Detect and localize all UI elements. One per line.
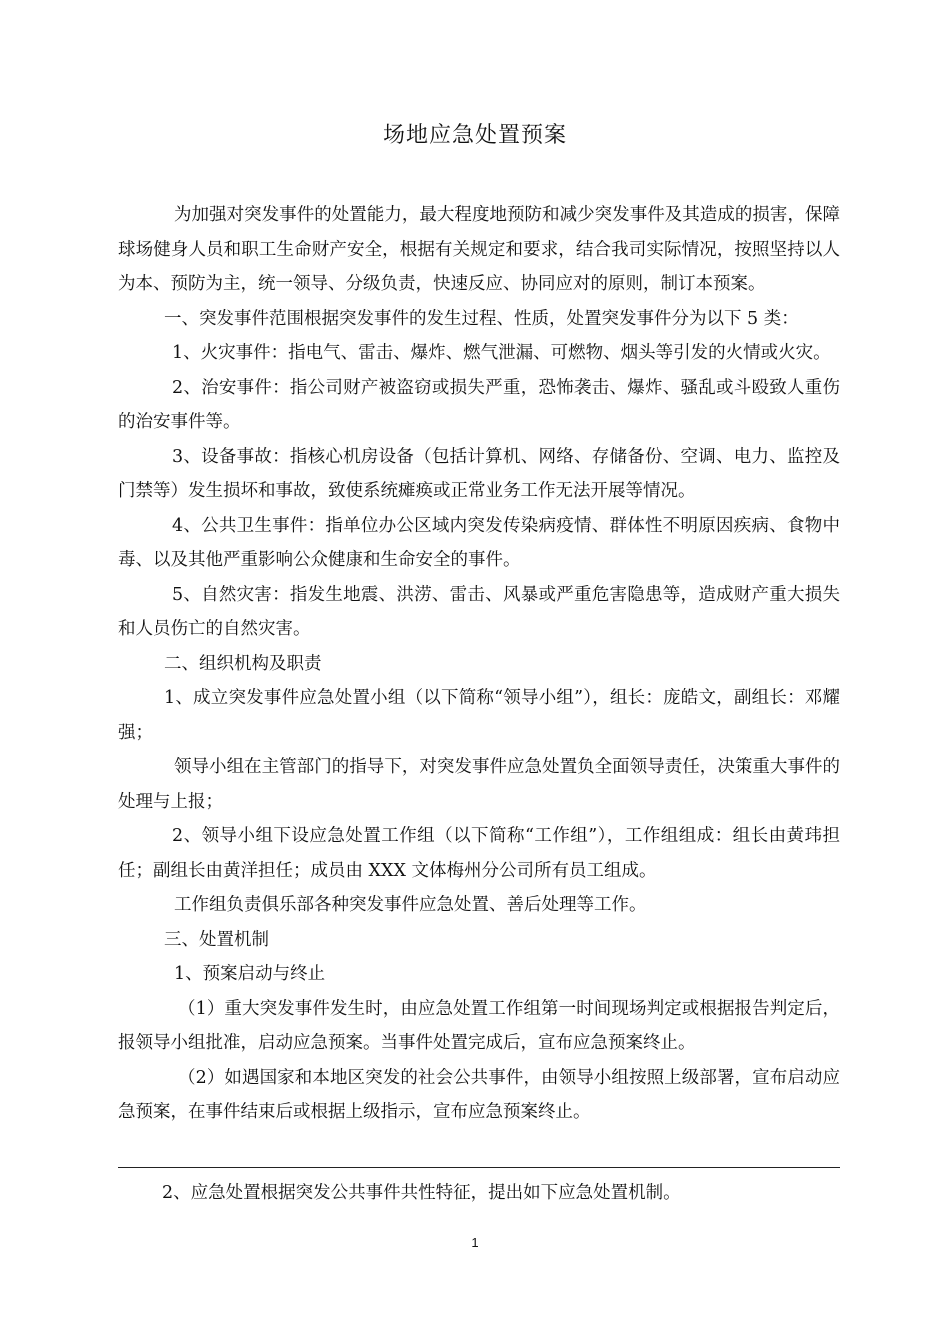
page-number: 1 [471, 1235, 479, 1250]
subheading-activation: 1、预案启动与终止 [174, 964, 326, 984]
paragraph-working-group: 2、领导小组下设应急处置工作组（以下简称“工作组”），工作组组成：组长由黄玮担任；副组长由黄洋担任；成员由 XXX 文体梅州分公司所有员工组成。 [118, 826, 840, 881]
paragraph-working-group-duty: 工作组负责俱乐部各种突发事件应急处置、善后处理等工作。 [174, 895, 647, 915]
paragraph-activation-2: （2）如遇国家和本地区突发的社会公共事件，由领导小组按照上级部署，宣布启动应急预案，在事件结束后或根据上级指示，宣布应急预案终止。 [118, 1067, 840, 1122]
list-item-natural-disaster: 5、自然灾害：指发生地震、洪涝、雷击、风暴或严重危害隐患等，造成财产重大损失和人员伤亡的自然灾害。 [118, 584, 840, 639]
paragraph-mechanism-intro: 2、应急处置根据突发公共事件共性特征，提出如下应急处置机制。 [162, 1183, 681, 1203]
list-item-equipment: 3、设备事故：指核心机房设备（包括计算机、网络、存储备份、空调、电力、监控及门禁等）发生损坏和事故，致使系统瘫痪或正常业务工作无法开展等情况。 [118, 446, 840, 501]
document-title: 场地应急处置预案 [382, 123, 567, 148]
document-body-continued [118, 1176, 840, 1211]
document-body [118, 198, 840, 1130]
horizontal-rule [118, 1167, 840, 1168]
section-heading-scope: 一、突发事件范围根据突发事件的发生过程、性质，处置突发事件分为以下 5 类： [164, 308, 799, 329]
paragraph-leadership-group: 1、成立突发事件应急处置小组（以下简称“领导小组”），组长：庞皓文，副组长：邓耀强； [118, 688, 840, 743]
paragraph-intro: 为加强对突发事件的处置能力，最大程度地预防和减少突发事件及其造成的损害，保障球场健身人员和职工生命财产安全，根据有关规定和要求，结合我司实际情况，按照坚持以人为本、预防为主，统一领导、分级负责，快速反应、协同应对的原则，制订本预案。 [118, 205, 840, 294]
list-item-fire: 1、火灾事件：指电气、雷击、爆炸、燃气泄漏、可燃物、烟头等引发的火情或火灾。 [172, 343, 831, 363]
list-item-public-health: 4、公共卫生事件：指单位办公区域内突发传染病疫情、群体性不明原因疾病、食物中毒、以及其他严重影响公众健康和生命安全的事件。 [118, 515, 840, 570]
paragraph-activation-1: （1）重大突发事件发生时，由应急处置工作组第一时间现场判定或根据报告判定后，报领导小组批准，启动应急预案。当事件处置完成后，宣布应急预案终止。 [118, 998, 840, 1053]
paragraph-leadership-duty: 领导小组在主管部门的指导下，对突发事件应急处置负全面领导责任，决策重大事件的处理与上报； [118, 757, 840, 812]
section-heading-mechanism: 三、处置机制 [164, 929, 269, 950]
list-item-security: 2、治安事件：指公司财产被盗窃或损失严重，恐怖袭击、爆炸、骚乱或斗殴致人重伤的治安事件等。 [118, 377, 840, 432]
section-heading-organization: 二、组织机构及职责 [164, 653, 322, 674]
